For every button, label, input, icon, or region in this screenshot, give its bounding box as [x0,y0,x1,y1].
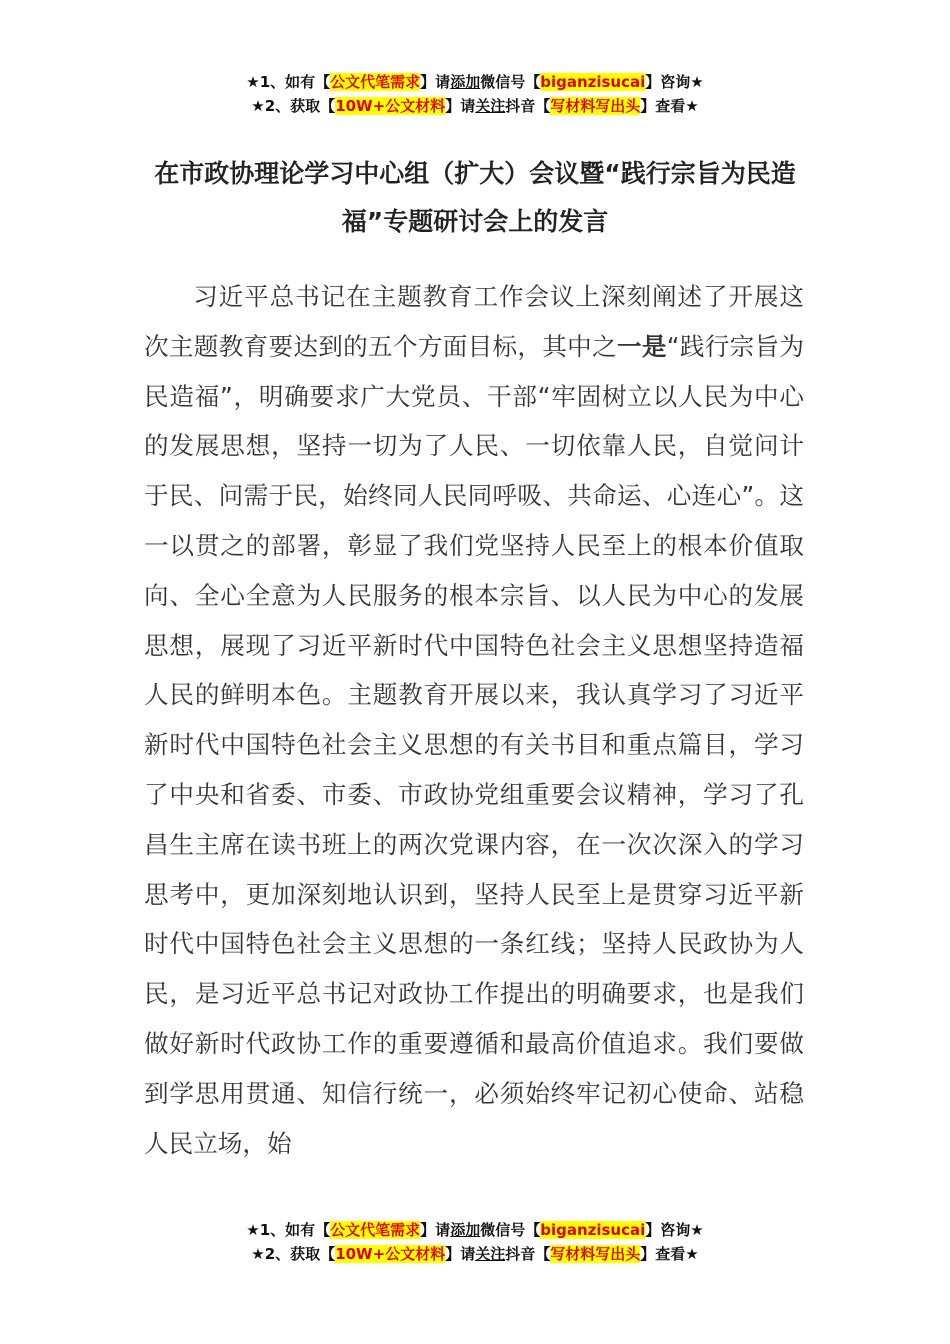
body-paragraph: 习近平总书记在主题教育工作会议上深刻阐述了开展这次主题教育要达到的五个方面目标，其中之一是“践行宗旨为民造福”，明确要求广大党员、干部“牢固树立以人民为中心的发展思想，坚持一切为了人民、一切依靠人民，自觉问计于民、问需于民，始终同人民同呼吸、共命运、心连心”。这一以贯之的部署，彰显了我们党坚持人民至上的根本价值取向、全心全意为人民服务的根本宗旨、以人民为中心的发展思想，展现了习近平新时代中国特色社会主义思想坚持造福人民的鲜明本色。主题教育开展以来，我认真学习了习近平新时代中国特色社会主义思想的有关书目和重点篇目，学习了中央和省委、市委、市政协党组重要会议精神，学习了孔昌生主席在读书班上的两次党课内容，在一次次深入的学习思考中，更加深刻地认识到，坚持人民至上是贯穿习近平新时代中国特色社会主义思想的一条红线；坚持人民政协为人民，是习近平总书记对政协工作提出的明确要求，也是我们做好新时代政协工作的重要遵循和最高价值追求。我们要做到学思用贯通、知信行统一，必须始终牢记初心使命、站稳人民立场，始 [144,282,804,1158]
banner-wechat-id: biganzisucai [540,73,646,91]
header-banner [0,70,950,118]
banner-douyin-id: 写材料写出头 [550,97,641,115]
document-title: 在市政协理论学习中心组（扩大）会议暨“践行宗旨为民造福”专题研讨会上的发言 [154,159,796,236]
bold-emphasis: 一是 [616,331,667,361]
banner-wechat-id: biganzisucai [540,1221,646,1239]
banner-highlight: 公文代笔需求 [330,73,421,91]
banner-highlight: 10W+公文材料 [335,1245,446,1263]
banner-line-1: ★1、如有【公文代笔需求】请添加微信号【biganzisucai】咨询★ [246,1221,704,1239]
banner-line-2: ★2、获取【10W+公文材料】请关注抖音【写材料写出头】查看★ [251,1245,699,1263]
banner-highlight: 10W+公文材料 [335,97,446,115]
footer-banner [0,1218,950,1266]
banner-douyin-id: 写材料写出头 [550,1245,641,1263]
banner-highlight: 公文代笔需求 [330,1221,421,1239]
banner-line-1: ★1、如有【公文代笔需求】请添加微信号【biganzisucai】咨询★ [246,73,704,91]
banner-line-2: ★2、获取【10W+公文材料】请关注抖音【写材料写出头】查看★ [251,97,699,115]
